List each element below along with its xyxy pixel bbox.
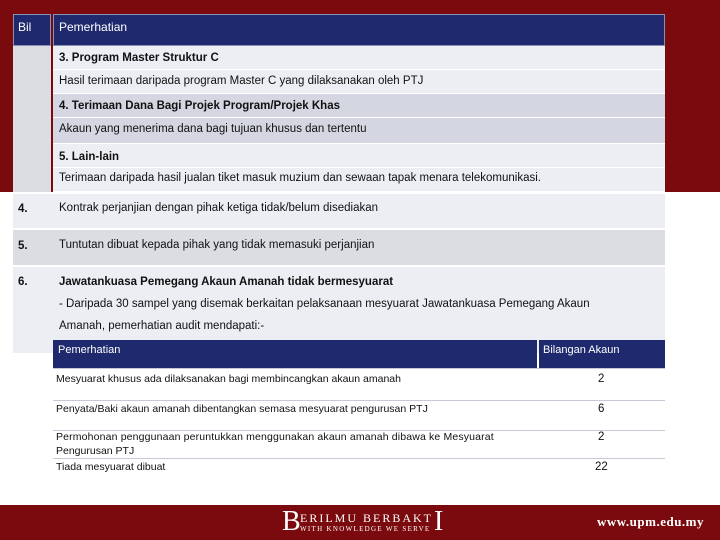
inner-row-1-count: 2	[598, 373, 605, 385]
header-bil-cell	[13, 14, 51, 46]
inner-row-4-text: Tiada mesyuarat dibuat	[56, 461, 166, 473]
inner-row-3-text-line2: Pengurusan PTJ	[56, 445, 135, 457]
section-4-title-row	[53, 94, 665, 118]
inner-row-1	[53, 368, 665, 400]
section-3-desc-row	[53, 70, 665, 94]
row-6-desc-line1: - Daripada 30 sampel yang disemak berkaitan pelaksanaan mesyuarat Jawatankuasa Pemegang Akaun	[59, 298, 590, 310]
section-5-title: 5. Lain-lain	[59, 151, 120, 163]
section-5-desc-row	[53, 168, 665, 192]
inner-header-pemerhatian	[53, 340, 537, 368]
logo-letter-b: B	[282, 506, 301, 537]
inner-row-3-text: Permohonan penggunaan peruntukkan menggunakan akaun amanah dibawa ke Mesyuarat	[56, 431, 494, 443]
inner-row-4-count: 22	[595, 461, 608, 473]
logo-line2: WITH KNOWLEDGE WE SERVE	[300, 525, 431, 533]
row-4-number: 4.	[18, 203, 28, 215]
section-3-title: 3. Program Master Struktur C	[59, 52, 219, 64]
inner-header-pemerhatian-label: Pemerhatian	[58, 344, 121, 356]
header-pemerhatian-label: Pemerhatian	[59, 20, 128, 34]
row-6-desc-line2: Amanah, pemerhatian audit mendapati:-	[59, 320, 265, 332]
row-6-title: Jawatankuasa Pemegang Akaun Amanah tidak bermesyuarat	[59, 276, 394, 288]
inner-row-3-count: 2	[598, 431, 605, 443]
header-bil-label: Bil	[18, 20, 32, 34]
row-4	[13, 192, 665, 228]
row-6-number: 6.	[18, 276, 28, 288]
inner-header-bilangan	[539, 340, 665, 368]
inner-row-3	[53, 430, 665, 458]
footer-url-link[interactable]: www.upm.edu.my	[596, 514, 704, 529]
inner-row-2	[53, 400, 665, 430]
inner-row-2-count: 6	[598, 403, 605, 415]
inner-row-4	[53, 458, 665, 484]
section-4-title: 4. Terimaan Dana Bagi Projek Program/Projek Khas	[59, 100, 341, 112]
section-4-desc-row	[53, 118, 665, 144]
inner-row-1-text: Mesyuarat khusus ada dilaksanakan bagi membincangkan akaun amanah	[56, 373, 401, 385]
section-3-title-row	[53, 46, 665, 70]
logo-line1: ERILMU BERBAKT	[300, 511, 433, 525]
section-5-desc: Terimaan daripada hasil jualan tiket masuk muzium dan sewaan tapak menara telekomunikasi.	[59, 172, 541, 184]
inner-row-2-text: Penyata/Baki akaun amanah dibentangkan semasa mesyuarat pengurusan PTJ	[56, 403, 428, 415]
berilmu-berbakti-logo	[282, 506, 452, 537]
section-4-desc: Akaun yang menerima dana bagi tujuan khusus dan tertentu	[59, 123, 367, 135]
header-pemerhatian-cell	[53, 14, 665, 46]
inner-header-bilangan-label: Bilangan Akaun	[543, 344, 620, 356]
row-5	[13, 228, 665, 265]
section-5-title-row	[53, 144, 665, 168]
logo-letter-i: I	[434, 506, 444, 537]
left-column-filler	[13, 46, 51, 192]
row-5-number: 5.	[18, 240, 28, 252]
row-5-text: Tuntutan dibuat kepada pihak yang tidak memasuki perjanjian	[59, 239, 375, 251]
row-4-text: Kontrak perjanjian dengan pihak ketiga tidak/belum disediakan	[59, 202, 379, 214]
section-3-desc: Hasil terimaan daripada program Master C yang dilaksanakan oleh PTJ	[59, 75, 424, 87]
